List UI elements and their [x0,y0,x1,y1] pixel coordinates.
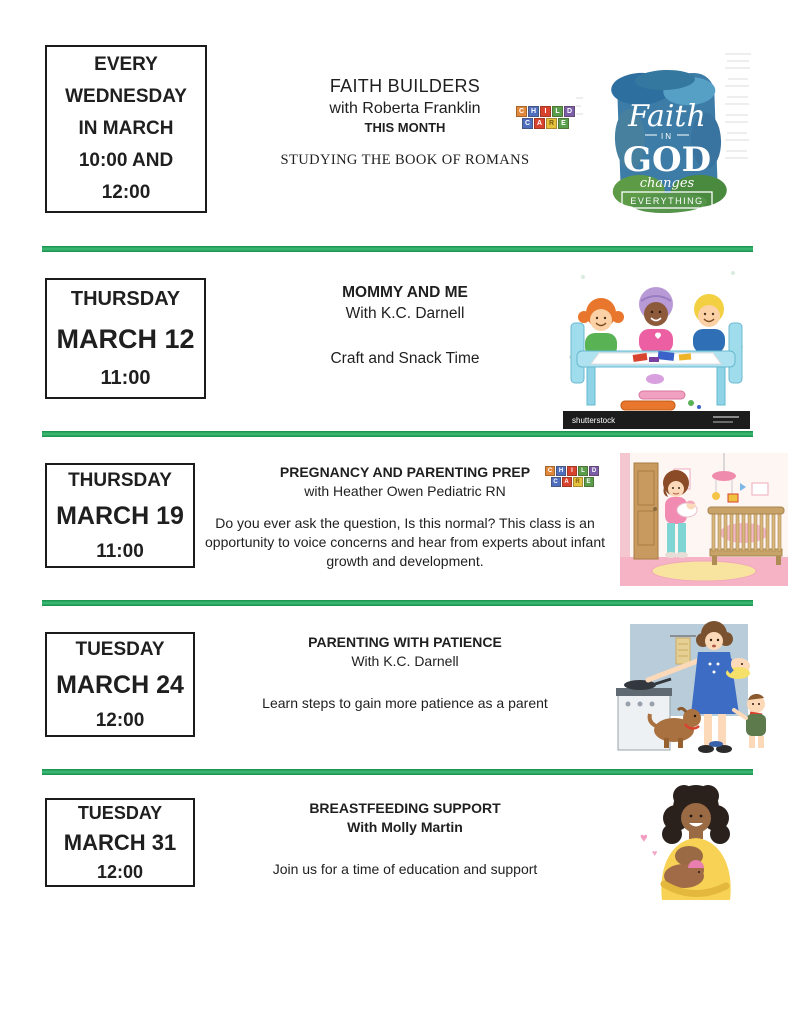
letter-block: C [545,466,555,476]
event-text [205,800,605,879]
letter-block: L [552,106,563,117]
blocks-row [516,106,575,117]
event-text [205,634,605,713]
event-detail: Craft and Snack Time [330,350,480,367]
blocks-row [551,477,594,487]
mom-face [681,803,711,833]
letter-block: A [562,477,572,487]
date-line: EVERY [94,54,158,75]
girl-left [578,298,624,357]
date-line: THURSDAY [68,469,172,491]
event-detail: Join us for a time of education and support [272,861,538,877]
event-row-mommy-and-me [0,255,798,430]
event-note: THIS MONTH [364,120,446,135]
date-box [45,463,195,568]
artwork-text [622,99,712,208]
rug [652,561,756,581]
green-divider [42,246,753,252]
artwork-word-in: IN [661,132,673,141]
date-box [45,45,207,213]
letter-block: R [573,477,583,487]
heart-icon: ♥ [652,848,658,858]
breastfeeding-mom-illustration [632,780,760,906]
green-divider [42,769,753,775]
child-care-blocks-logo [545,466,599,487]
event-text [205,284,605,368]
date-box [45,278,206,399]
door [634,463,658,559]
event-host: With K.C. Darnell [351,653,459,669]
date-line: 11:00 [100,366,151,389]
nursery-mom-baby-illustration [620,453,788,586]
event-host: with Heather Owen Pediatric RN [304,483,506,499]
letter-block: D [589,466,599,476]
event-title: BREASTFEEDING SUPPORT [309,800,501,816]
floor-items [621,374,701,410]
date-line: 12:00 [101,182,151,203]
date-line: WEDNESDAY [65,86,187,107]
letter-block: L [578,466,588,476]
event-detail: STUDYING THE BOOK OF ROMANS [280,152,530,168]
date-line: THURSDAY [70,287,181,310]
letter-block: E [558,118,569,129]
letter-block: I [567,466,577,476]
date-line: MARCH 31 [63,830,177,855]
letter-block: I [540,106,551,117]
date-line: MARCH 12 [56,323,195,354]
date-line: TUESDAY [75,638,165,660]
date-box [45,632,195,737]
busy-mom-illustration [612,612,790,758]
event-detail: Do you ever ask the question, Is this normal? This class is an opportunity to voice concerns and hear from experts about infant growth and development. [205,515,606,569]
watermark-bar [563,411,750,429]
letter-block: R [546,118,557,129]
event-title: FAITH BUILDERS [329,76,481,96]
neck [689,830,703,839]
date-line: 12:00 [95,709,145,731]
watermark-label: shutterstock [572,416,616,425]
heart-icon: ♥ [640,830,648,845]
faith-in-god-artwork [575,40,755,232]
date-box [45,798,195,887]
event-host: with Roberta Franklin [329,100,481,117]
letter-block: E [584,477,594,487]
letter-block: C [516,106,527,117]
letter-block: A [534,118,545,129]
artwork-word-changes: changes [639,176,695,191]
event-detail: Learn steps to gain more patience as a parent [262,695,548,711]
letter-block: H [556,466,566,476]
date-line: 12:00 [96,862,144,882]
event-title: PREGNANCY AND PARENTING PREP [279,464,531,480]
pet-bowl [709,741,723,747]
letter-block: D [564,106,575,117]
date-line: 10:00 AND [78,150,174,171]
boy-right [693,294,725,353]
date-line: 11:00 [96,540,144,562]
event-title: PARENTING WITH PATIENCE [308,634,502,650]
artwork-word-god: GOD [622,140,712,180]
event-row-parenting-patience [0,610,798,768]
event-host: With K.C. Darnell [345,305,465,322]
event-host: With Molly Martin [347,819,463,835]
event-row-faith-builders [0,40,798,245]
child-care-blocks-logo [516,106,575,129]
artwork-word-everything: EVERYTHING [630,196,704,206]
green-divider [42,600,753,606]
event-row-pregnancy-prep [0,450,798,600]
blocks-row [522,118,569,129]
letter-block: C [522,118,533,129]
girl-middle [639,287,673,353]
blocks-row [545,466,599,476]
date-line: TUESDAY [77,803,163,823]
date-line: IN MARCH [78,118,174,139]
event-title: MOMMY AND ME [342,284,468,301]
letter-block: C [551,477,561,487]
green-divider [42,431,753,437]
kids-craft-table-illustration [563,257,750,429]
event-row-breastfeeding-support [0,775,798,915]
artwork-word-faith: Faith [628,99,706,134]
letter-block: H [528,106,539,117]
date-line: MARCH 19 [56,501,184,530]
date-line: MARCH 24 [56,670,184,699]
